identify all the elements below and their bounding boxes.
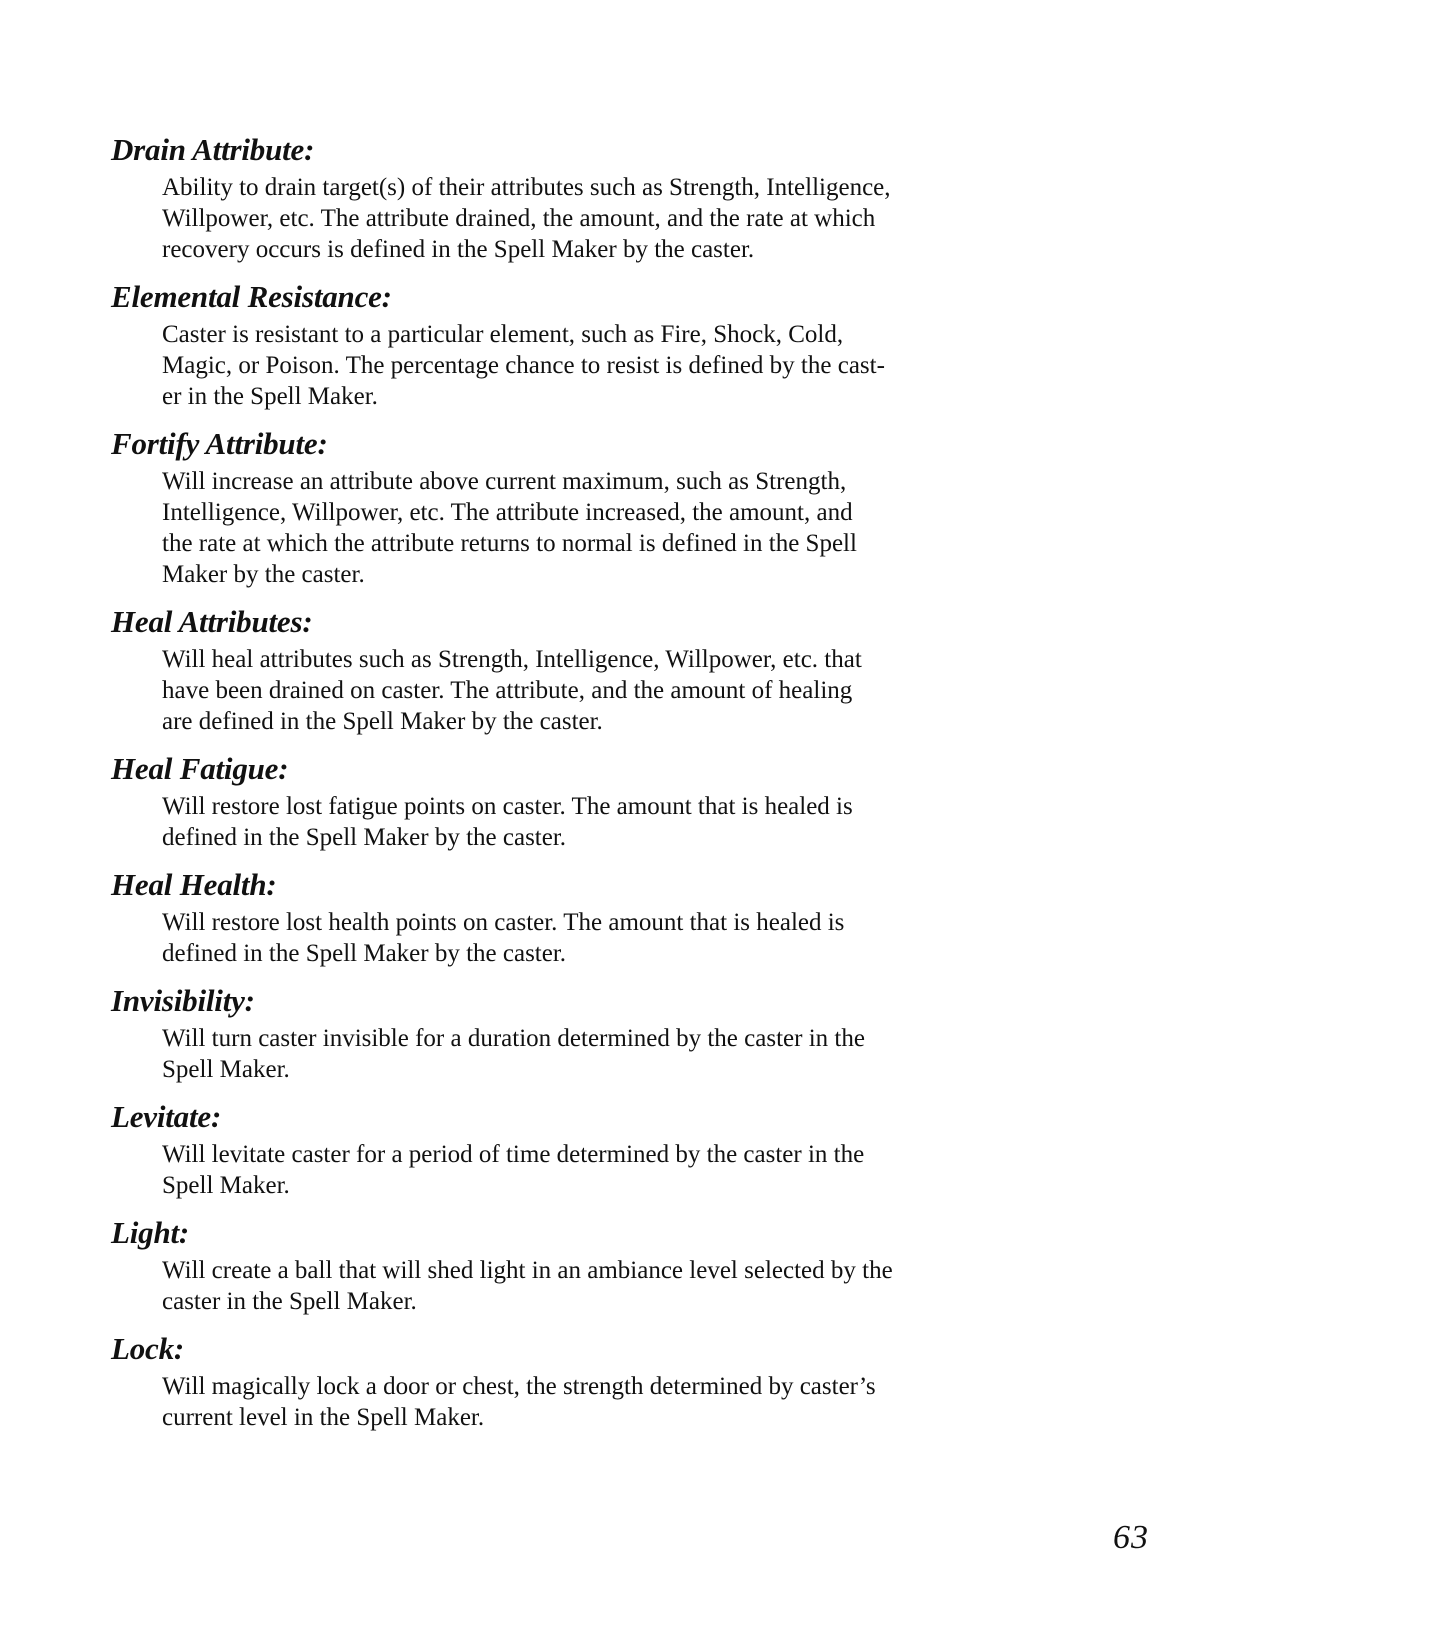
entry-description bbox=[162, 466, 971, 590]
description-line: caster in the Spell Maker. bbox=[162, 1288, 417, 1315]
entry-title: Levitate: bbox=[111, 1099, 222, 1134]
entry-description bbox=[162, 907, 971, 969]
description-line: Spell Maker. bbox=[162, 1056, 290, 1083]
description-line: Will create a ball that will shed light in an ambiance level selected by the bbox=[162, 1257, 893, 1284]
description-line: Maker by the caster. bbox=[162, 561, 365, 588]
entry-title: Invisibility: bbox=[111, 983, 255, 1018]
entry-description bbox=[162, 644, 971, 737]
description-line: Spell Maker. bbox=[162, 1172, 290, 1199]
entry-title: Fortify Attribute: bbox=[111, 426, 328, 461]
entry-title: Elemental Resistance: bbox=[111, 279, 392, 314]
description-line: Caster is resistant to a particular element, such as Fire, Shock, Cold, bbox=[162, 321, 844, 348]
description-line: the rate at which the attribute returns to normal is defined in the Spell bbox=[162, 530, 857, 557]
spell-effects-list bbox=[111, 131, 971, 1446]
entry-fortify-attribute bbox=[111, 425, 971, 590]
entry-title: Heal Fatigue: bbox=[111, 751, 289, 786]
description-line: are defined in the Spell Maker by the caster. bbox=[162, 708, 603, 735]
entry-invisibility bbox=[111, 982, 971, 1085]
description-line: Will magically lock a door or chest, the strength determined by caster’s bbox=[162, 1373, 876, 1400]
entry-description bbox=[162, 319, 971, 412]
entry-description bbox=[162, 172, 971, 265]
entry-elemental-resistance bbox=[111, 278, 971, 412]
description-line: Will restore lost fatigue points on caster. The amount that is healed is bbox=[162, 793, 853, 820]
description-line: Ability to drain target(s) of their attributes such as Strength, Intelligence, bbox=[162, 174, 891, 201]
description-line: Will increase an attribute above current maximum, such as Strength, bbox=[162, 468, 847, 495]
entry-title: Drain Attribute: bbox=[111, 132, 315, 167]
entry-drain-attribute bbox=[111, 131, 971, 265]
entry-lock bbox=[111, 1330, 971, 1433]
description-line: Magic, or Poison. The percentage chance to resist is defined by the cast- bbox=[162, 352, 885, 379]
description-line: Willpower, etc. The attribute drained, the amount, and the rate at which bbox=[162, 205, 876, 232]
entry-description bbox=[162, 1255, 971, 1317]
entry-title: Heal Attributes: bbox=[111, 604, 313, 639]
entry-description bbox=[162, 791, 971, 853]
entry-heal-health bbox=[111, 866, 971, 969]
description-line: Will turn caster invisible for a duration determined by the caster in the bbox=[162, 1025, 865, 1052]
description-line: have been drained on caster. The attribute, and the amount of healing bbox=[162, 677, 853, 704]
entry-heal-fatigue bbox=[111, 750, 971, 853]
page-number: 63 bbox=[1113, 1519, 1149, 1556]
description-line: Will levitate caster for a period of time determined by the caster in the bbox=[162, 1141, 865, 1168]
entry-light bbox=[111, 1214, 971, 1317]
description-line: er in the Spell Maker. bbox=[162, 383, 378, 410]
entry-title: Lock: bbox=[111, 1331, 185, 1366]
entry-title: Light: bbox=[111, 1215, 190, 1250]
description-line: recovery occurs is defined in the Spell Maker by the caster. bbox=[162, 236, 755, 263]
description-line: Intelligence, Willpower, etc. The attribute increased, the amount, and bbox=[162, 499, 853, 526]
entry-title: Heal Health: bbox=[111, 867, 277, 902]
description-line: defined in the Spell Maker by the caster. bbox=[162, 824, 567, 851]
description-line: current level in the Spell Maker. bbox=[162, 1404, 485, 1431]
description-line: Will restore lost health points on caster. The amount that is healed is bbox=[162, 909, 845, 936]
description-line: Will heal attributes such as Strength, Intelligence, Willpower, etc. that bbox=[162, 646, 862, 673]
entry-description bbox=[162, 1371, 971, 1433]
entry-heal-attributes bbox=[111, 603, 971, 737]
entry-description bbox=[162, 1023, 971, 1085]
entry-levitate bbox=[111, 1098, 971, 1201]
entry-description bbox=[162, 1139, 971, 1201]
description-line: defined in the Spell Maker by the caster. bbox=[162, 940, 567, 967]
